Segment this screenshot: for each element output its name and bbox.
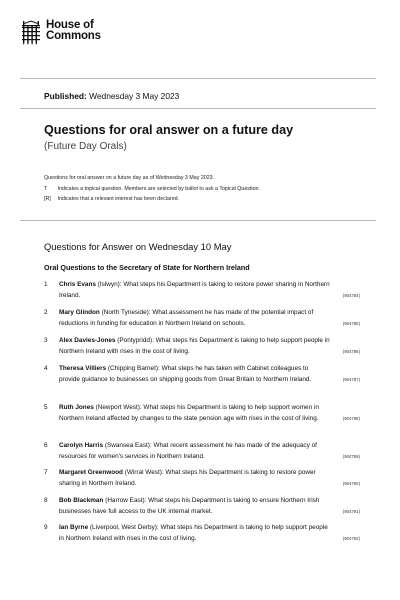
published-label: Published: — [44, 91, 87, 101]
divider — [20, 78, 376, 79]
member-name: Ruth Jones — [59, 404, 94, 411]
member-name: Carolyn Harris — [59, 442, 104, 449]
question-number: 1 — [44, 281, 48, 288]
member-constituency: (North Tyneside): — [101, 309, 151, 316]
question-ref: (904791) — [342, 508, 360, 514]
question-number: 8 — [44, 497, 48, 504]
divider — [20, 108, 376, 109]
page-subtitle: (Future Day Orals) — [44, 141, 127, 152]
question-ref: (904786) — [342, 348, 360, 354]
member-constituency: (Chipping Barnet): — [107, 365, 160, 372]
member-constituency: (Harrow East): — [105, 497, 147, 504]
section-heading: Questions for Answer on Wednesday 10 May — [44, 241, 232, 252]
intro-text: Questions for oral answer on a future day as of Wednesday 3 May 2023. — [44, 175, 215, 181]
question-ref: (904785) — [342, 320, 360, 326]
page-title: Questions for oral answer on a future day — [44, 123, 294, 137]
question-ref: (904792) — [342, 535, 360, 541]
section-subheading: Oral Questions to the Secretary of State for Northern Ireland — [44, 263, 250, 272]
intro-block — [44, 173, 260, 205]
logo-line-1: House of — [46, 19, 94, 31]
member-constituency: (Islwyn): — [97, 281, 122, 288]
question-item — [44, 496, 360, 518]
member-constituency: (Pontypridd): — [117, 337, 154, 344]
question-text: What steps his Department is taking to restore power sharing in Northern Ireland. — [59, 469, 316, 487]
member-name: Ian Byrne — [59, 524, 89, 531]
question-item — [44, 280, 360, 302]
logo-wordmark — [46, 20, 101, 42]
member-constituency: (Newport West): — [95, 404, 142, 411]
question-item — [44, 364, 360, 386]
member-name: Margaret Greenwood — [59, 469, 123, 476]
question-text: What recent assessment he has made of the adequacy of resources for women's services in Northern Ireland. — [59, 442, 317, 460]
question-ref: (904787) — [342, 376, 360, 382]
question-number: 3 — [44, 337, 48, 344]
question-item — [44, 468, 360, 490]
logo-line-2: Commons — [46, 30, 101, 42]
member-name: Chris Evans — [59, 281, 96, 288]
question-ref: (904790) — [342, 480, 360, 486]
question-number: 5 — [44, 404, 48, 411]
legend-topical — [44, 184, 260, 195]
question-number: 6 — [44, 442, 48, 449]
legend-interest — [44, 194, 260, 205]
question-ref: (904788) — [342, 415, 360, 421]
question-text: What steps his Department is taking to help support women in Northern Ireland affected by changes to the state pension age with rises in the cost of living. — [59, 404, 319, 422]
member-constituency: (Wirral West): — [124, 469, 164, 476]
question-number: 2 — [44, 309, 48, 316]
legend-text: Indicates a topical question. Members are selected by ballot to ask a Topical Question. — [57, 185, 260, 192]
question-text: What steps his Department is taking to help support people in Northern Ireland with rises in the cost of living. — [59, 337, 330, 355]
question-number: 7 — [44, 469, 48, 476]
member-name: Bob Blackman — [59, 497, 104, 504]
house-of-commons-logo — [20, 20, 101, 46]
member-name: Alex Davies-Jones — [59, 337, 116, 344]
question-ref: (904789) — [342, 453, 360, 459]
question-text: What steps his Department is taking to help support people in Northern Ireland with rises in the cost of living. — [59, 524, 328, 542]
question-text: What steps his Department is taking to ensure Northern Irish businesses have full access to the UK internal market. — [59, 497, 320, 515]
member-name: Mary Glindon — [59, 309, 100, 316]
question-item — [44, 523, 360, 545]
legend-key: T — [44, 185, 48, 192]
question-number: 4 — [44, 365, 48, 372]
question-text: What steps his Department is taking to restore power sharing in Northern Ireland. — [59, 281, 330, 299]
legend-key: [R] — [44, 196, 51, 202]
question-item — [44, 308, 360, 330]
published-line — [44, 91, 179, 101]
portcullis-icon — [20, 20, 42, 46]
question-text: What steps he has taken with Cabinet colleagues to provide guidance to businesses on shipping goods from Great Britain to Northern Ireland. — [59, 365, 312, 383]
published-date: Wednesday 3 May 2023 — [89, 91, 180, 101]
question-text: What assessment he has made of the potential impact of reductions in funding for education in Northern Ireland on schools. — [59, 309, 314, 327]
question-ref: (904784) — [342, 292, 360, 298]
question-item — [44, 403, 360, 425]
member-constituency: (Liverpool, West Derby): — [89, 524, 159, 531]
member-constituency: (Swansea East): — [104, 442, 152, 449]
question-item — [44, 441, 360, 463]
member-name: Theresa Villiers — [59, 365, 107, 372]
question-item — [44, 336, 360, 358]
divider — [20, 220, 376, 221]
legend-text: Indicates that a relevant interest has been declared. — [57, 196, 180, 202]
question-number: 9 — [44, 524, 48, 531]
